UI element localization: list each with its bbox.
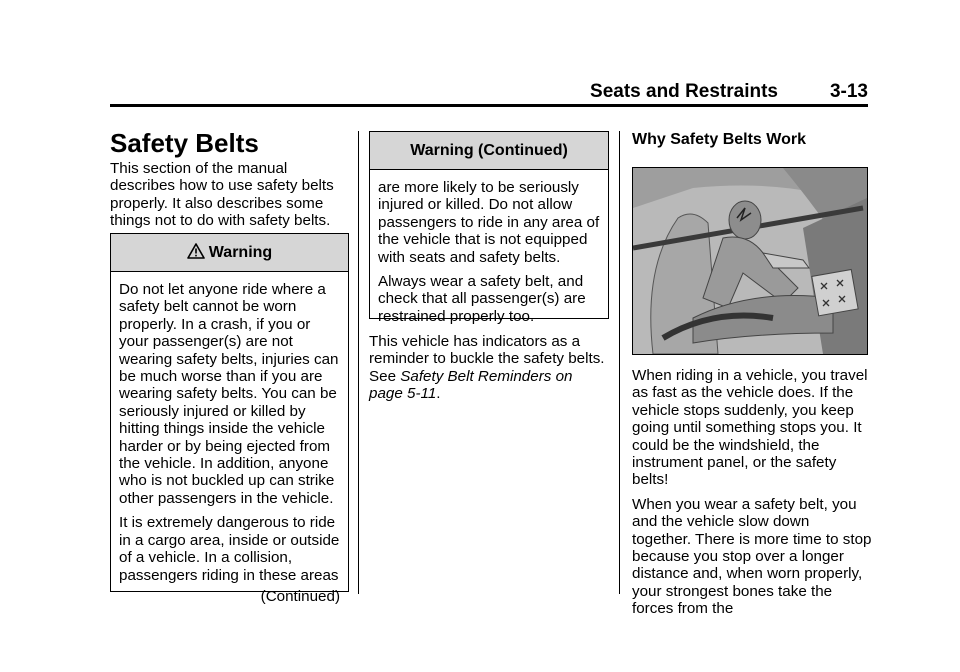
warning-title: Warning bbox=[208, 244, 273, 261]
why-paragraph-1: When riding in a vehicle, you travel as fast as the vehicle does. If the vehicle stops suddenly, you keep going until something stops you. It could be the windshield, the instrument panel, or the safety belts! bbox=[632, 367, 868, 489]
warning-header bbox=[111, 234, 348, 272]
crash-illustration bbox=[632, 167, 868, 355]
header-title: Seats and Restraints bbox=[590, 81, 778, 102]
continued-label: (Continued) bbox=[260, 587, 340, 605]
why-paragraph-2: When you wear a safety belt, you and the vehicle slow down together. There is more time to stop because you stop over a longer distance and, when worn properly, your strongest bones take the forces from the bbox=[632, 495, 872, 618]
subsection-title: Why Safety Belts Work bbox=[632, 131, 806, 148]
indicators-text: This vehicle has indicators as a reminder to buckle the safety belts. See bbox=[369, 333, 605, 385]
warning-continued-header: Warning (Continued) bbox=[370, 132, 608, 170]
warning-continued-paragraph-2: Always wear a safety belt, and check that all passenger(s) are restrained properly too. bbox=[378, 273, 586, 325]
why-belts-text bbox=[632, 367, 872, 625]
indicators-end: . bbox=[436, 385, 441, 403]
section-title: Safety Belts bbox=[110, 128, 259, 158]
page-header bbox=[110, 78, 868, 107]
warning-box bbox=[110, 233, 349, 605]
warning-paragraph-2: It is extremely dangerous to ride in a cargo area, inside or outside of a vehicle. In a collision, passengers riding in these areas bbox=[119, 514, 340, 584]
warning-triangle-icon bbox=[187, 243, 205, 259]
page-number: 3-13 bbox=[829, 81, 868, 102]
column-divider-2 bbox=[619, 131, 620, 594]
warning-continued-paragraph-1: are more likely to be seriously injured or killed. Do not allow passengers to ride in any area of the vehicle that is not equipped with seats and safety belts. bbox=[378, 179, 600, 266]
column-divider bbox=[358, 131, 359, 594]
warning-paragraph-1: Do not let anyone ride where a safety belt cannot be worn properly. In a crash, if you or your passenger(s) are not wearing safety belts, injuries can be much worse than if you are wearing safety belts. You can be seriously injured or killed by hitting things inside the vehicle harder or by being ejected from the vehicle. In addition, anyone who is not buckled up can strike other passengers in the vehicle. bbox=[119, 281, 339, 507]
reference-link: Safety Belt Reminders on page 5-11 bbox=[369, 367, 573, 403]
warning-continued-box bbox=[369, 131, 609, 325]
crash-occupant-illustration bbox=[633, 168, 867, 354]
intro-paragraph: This section of the manual describes how to use safety belts properly. It also describes some things not to do with safety belts. bbox=[110, 160, 334, 230]
indicators-paragraph bbox=[369, 333, 609, 403]
